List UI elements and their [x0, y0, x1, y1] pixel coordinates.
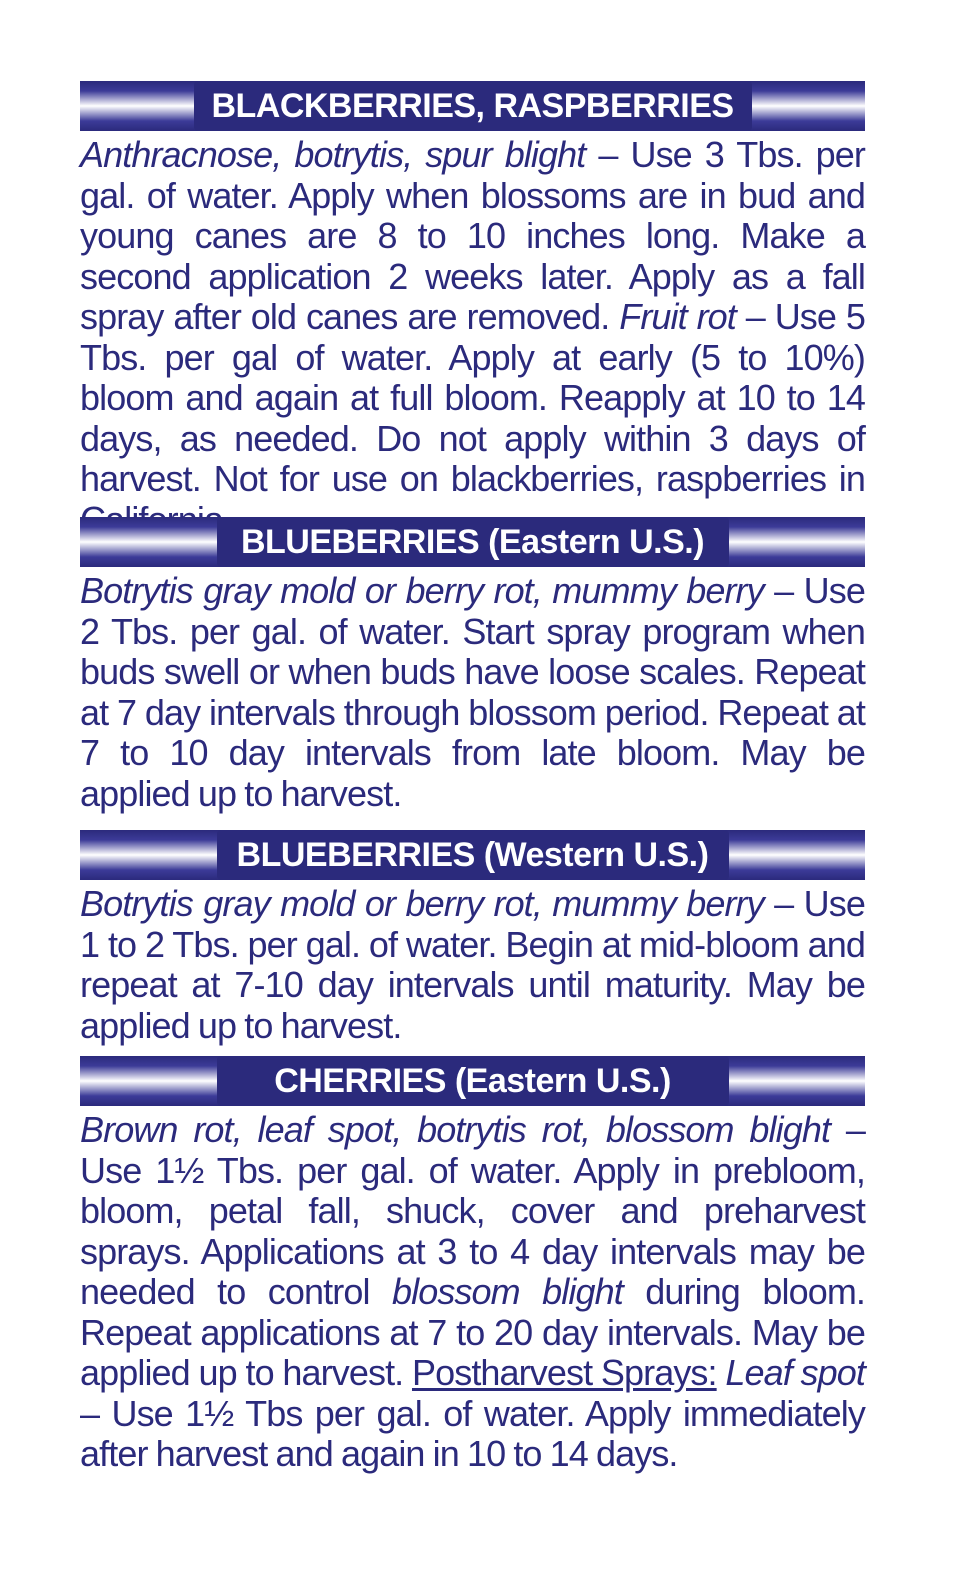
section-body	[80, 884, 865, 1046]
instructions-text: – Use 1½ Tbs. per gal. of water. Apply in prebloom, bloom, petal fall, shuck, cover and preharvest sprays. Applications at 3 to 4 day intervals may be needed to control	[80, 1109, 865, 1312]
section-body	[80, 1110, 865, 1475]
instructions-text: – Use 1½ Tbs per gal. of water. Apply immediately after harvest and again in 10 to 14 days.	[80, 1392, 865, 1474]
section-heading-banner	[80, 517, 865, 567]
instructions-text: – Use 2 Tbs. per gal. of water. Start spray program when buds swell or when buds have loose scales. Repeat at 7 day intervals through blossom period. Repeat at 7 to 10 day intervals from late bloom. May be applied up to harvest.	[80, 570, 866, 814]
section-heading: CHERRIES (Eastern U.S.)	[217, 1056, 729, 1106]
disease-names: Anthracnose, botrytis, spur blight	[80, 134, 586, 175]
disease-names: blossom blight	[391, 1271, 623, 1312]
section-body	[80, 135, 865, 540]
section-heading-banner	[80, 81, 865, 131]
disease-names: Fruit rot	[619, 296, 736, 337]
instructions-text: during bloom. Repeat applications at 7 to 20 day intervals. May be applied up to harvest.	[80, 1271, 866, 1393]
section-heading: BLACKBERRIES, RASPBERRIES	[194, 81, 752, 131]
postharvest-label: Postharvest Sprays:	[411, 1352, 717, 1393]
disease-names: Botrytis gray mold or berry rot, mummy berry	[80, 883, 764, 924]
section-heading: BLUEBERRIES (Western U.S.)	[217, 830, 729, 880]
section-heading: BLUEBERRIES (Eastern U.S.)	[217, 517, 729, 567]
section-blackberries-raspberries	[80, 81, 865, 540]
disease-names: Leaf spot	[725, 1352, 865, 1393]
section-body	[80, 571, 865, 814]
section-cherries-eastern	[80, 1056, 865, 1475]
instructions-text: – Use 5 Tbs. per gal of water. Apply at early (5 to 10%) bloom and again at full bloom. Reapply at 10 to 14 days, as needed. Do not apply within 3 days of harvest. Not for use on blackberries, raspberries in	[80, 296, 865, 499]
section-blueberries-western	[80, 830, 865, 1046]
section-heading-banner	[80, 830, 865, 880]
disease-names: Brown rot, leaf spot, botrytis rot, blossom blight	[80, 1109, 831, 1150]
instructions-text: – Use 1 to 2 Tbs. per gal. of water. Begin at mid-bloom and repeat at 7-10 day intervals until maturity. May be applied up to harvest.	[80, 883, 866, 1046]
disease-names: Botrytis gray mold or berry rot, mummy berry	[80, 570, 764, 611]
section-blueberries-eastern	[80, 517, 865, 814]
instructions-text: – Use 3 Tbs. per gal. of water. Apply when blossoms are in bud and young canes are 8 to 10 inches long. Make a second application 2 weeks later. Apply as a fall spray after old canes are removed.	[80, 134, 865, 337]
section-heading-banner	[80, 1056, 865, 1106]
